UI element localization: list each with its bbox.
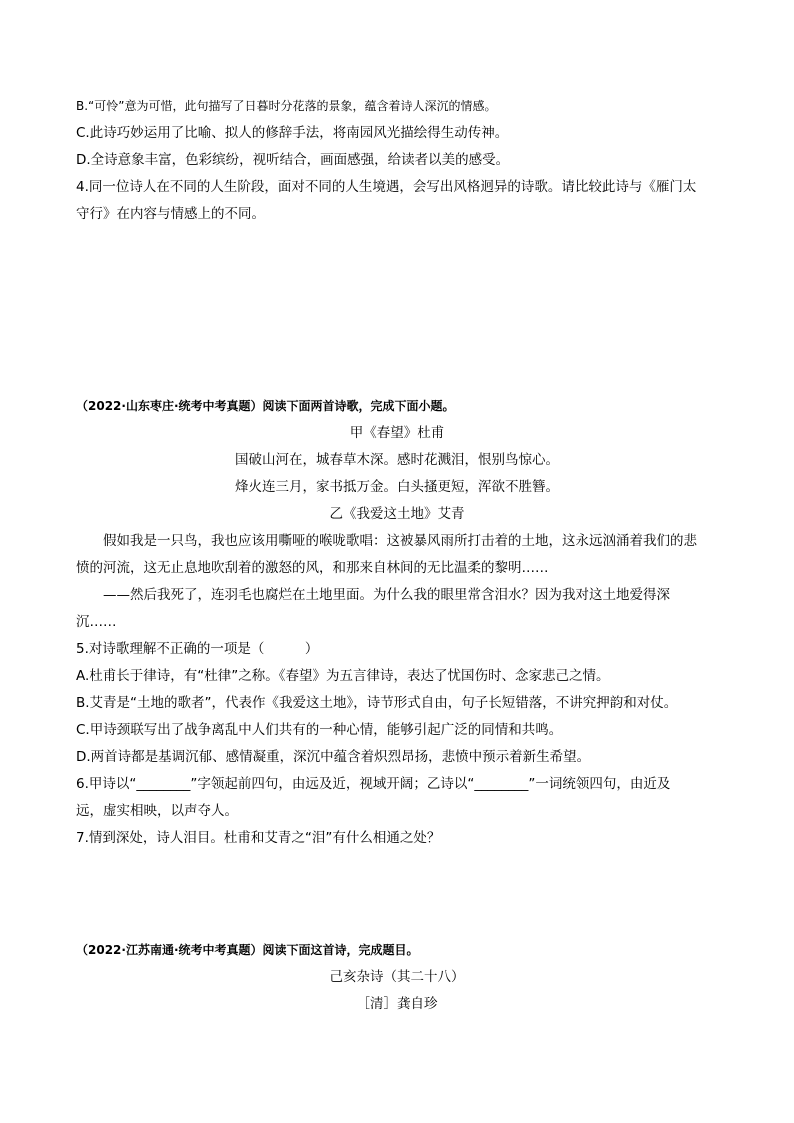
- poem-b-paragraph-1-line-2: 愤的河流，这无止息地吹刮着的激怒的风，和那来自林间的无比温柔的黎明……: [76, 560, 549, 576]
- poem-b-paragraph-2-line-2: 沉……: [76, 614, 117, 630]
- option-d: D.全诗意象丰富，色彩缤纷，视听结合，画面感强，给读者以美的感受。: [76, 152, 510, 168]
- question-4-line-1: 4.同一位诗人在不同的人生阶段，面对不同的人生境遇，会写出风格迥异的诗歌。请比较此诗与《雁门太: [76, 179, 697, 195]
- question-5: 5.对诗歌理解不正确的一项是（ ）: [76, 641, 319, 657]
- section-3-heading: （2022·江苏南通·统考中考真题）阅读下面这首诗，完成题目。: [76, 943, 419, 957]
- poem-author: ［清］龚自珍: [356, 996, 438, 1012]
- poem-a-title: 甲《春望》杜甫: [349, 425, 445, 441]
- question-5-option-d: D.两首诗都是基调沉郁、感情凝重，深沉中蕴含着炽烈昂扬，悲愤中预示着新生希望。: [76, 749, 591, 765]
- question-6-line-2: 远，虚实相映，以声夺人。: [76, 803, 238, 819]
- question-4-line-2: 守行》在内容与情感上的不同。: [76, 206, 265, 222]
- question-6-line-1: 6.甲诗以“________”字领起前四句，由远及近，视域开阔；乙诗以“________”一词统领四句，由近及: [76, 776, 671, 792]
- poem-b-paragraph-1-line-1: 假如我是一只鸟，我也应该用嘶哑的喉咙歌唱：这被暴风雨所打击着的土地，这永远汹涌着我们的悲: [103, 533, 697, 549]
- option-c: C.此诗巧妙运用了比喻、拟人的修辞手法，将南园风光描绘得生动传神。: [76, 125, 509, 141]
- poem-b-paragraph-2-line-1: ——然后我死了，连羽毛也腐烂在土地里面。为什么我的眼里常含泪水？因为我对这土地爱得深: [103, 587, 670, 603]
- poem-b-title: 乙《我爱这土地》艾青: [329, 506, 465, 522]
- question-5-option-a: A.杜甫长于律诗，有“杜律”之称。《春望》为五言律诗，表达了忧国伤时、念家悲己之情。: [76, 668, 610, 684]
- poem-a-line-1: 国破山河在，城春草木深。感时花溅泪，恨别鸟惊心。: [235, 452, 559, 468]
- poem-title: 己亥杂诗（其二十八）: [329, 969, 465, 985]
- option-b: B.“可怜”意为可惜，此句描写了日暮时分花落的景象，蕴含着诗人深沉的情感。: [76, 99, 497, 113]
- section-2-heading: （2022·山东枣庄·统考中考真题）阅读下面两首诗歌，完成下面小题。: [76, 399, 455, 413]
- poem-a-line-2: 烽火连三月，家书抵万金。白头搔更短，浑欲不胜簪。: [235, 479, 559, 495]
- question-5-option-c: C.甲诗颈联写出了战争离乱中人们共有的一种心情，能够引起广泛的同情和共鸣。: [76, 722, 563, 738]
- question-5-option-b: B.艾青是“土地的歌者”，代表作《我爱这土地》，诗节形式自由，句子长短错落，不讲究押韵和对仗。: [76, 695, 678, 711]
- question-7: 7.情到深处，诗人泪目。杜甫和艾青之“泪”有什么相通之处？: [76, 830, 441, 846]
